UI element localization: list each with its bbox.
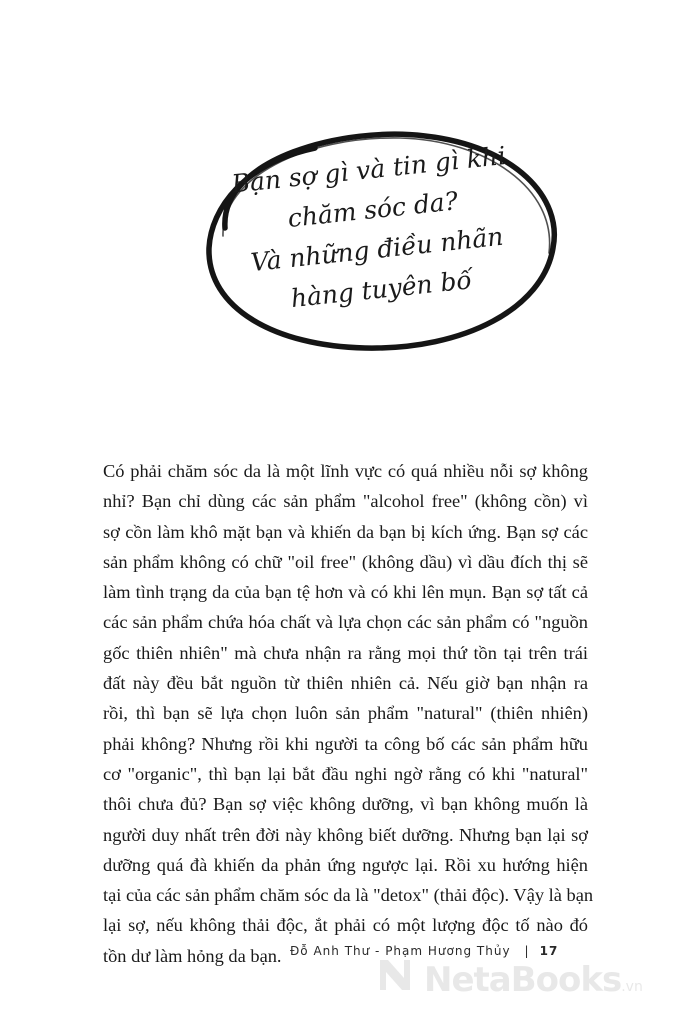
paragraph-line: phải không? Nhưng rồi khi người ta công bố các sản phẩm hữu [103, 733, 588, 754]
watermark-suffix: .vn [621, 979, 643, 995]
watermark-text [424, 960, 643, 1000]
body-paragraph [103, 456, 594, 971]
page-number: 17 [539, 944, 559, 958]
watermark-brand: NetaBooks [424, 960, 622, 1000]
paragraph-line: người duy nhất trên đời này không biết dưỡng. Nhưng bạn lại sợ [103, 824, 588, 845]
paragraph-line: sản phẩm không có chữ "oil free" (không dầu) vì dầu đích thị sẽ [103, 551, 588, 572]
paragraph-line: tại của các sản phẩm chăm sóc da là "detox" (thải độc). Vậy là bạn [103, 885, 594, 906]
paragraph-line: nhỉ? Bạn chỉ dùng các sản phẩm "alcohol free" (không cồn) vì [103, 491, 588, 512]
heading-line: chăm sóc da? [286, 186, 460, 233]
heading-line: Bạn sợ gì và tin gì khi [230, 141, 508, 199]
watermark-n-icon [372, 952, 418, 998]
heading-line: Và những điều nhãn [249, 221, 505, 278]
paragraph-line: tồn dư làm hỏng da bạn. [103, 945, 282, 966]
paragraph-line: Có phải chăm sóc da là một lĩnh vực có quá nhiều nỗi sợ không [103, 461, 588, 481]
paragraph-line: gốc thiên nhiên" mà chưa nhận ra rằng mọi thứ tồn tại trên trái [103, 642, 588, 663]
paragraph-line: dưỡng quá đà khiến da phản ứng ngược lại. Rồi xu hướng hiện [103, 854, 588, 875]
paragraph-line: các sản phẩm chứa hóa chất và lựa chọn các sản phẩm có "nguồn [103, 612, 588, 633]
watermark-logo [372, 952, 692, 1008]
paragraph-line: lại sợ, nếu không thải độc, ắt phải có một lượng độc tố nào đó [103, 915, 588, 936]
paragraph-line: rồi, thì bạn sẽ lựa chọn luôn sản phẩm "natural" (thiên nhiên) [103, 703, 588, 724]
footer-separator: | [524, 944, 530, 958]
paragraph-line: cơ "organic", thì bạn lại bắt đầu nghi ngờ rằng có khi "natural" [103, 763, 588, 784]
paragraph-line: đất này đều bắt nguồn từ thiên nhiên cả. Nếu giờ bạn nhận ra [103, 673, 588, 694]
footer-authors: Đỗ Anh Thư - Phạm Hương Thủy [290, 944, 511, 958]
paragraph-line: sợ cồn làm khô mặt bạn và khiến da bạn bị kích ứng. Bạn sợ các [103, 521, 588, 542]
paragraph-line: làm tình trạng da của bạn tệ hơn và có khi lên mụn. Bạn sợ tất cả [103, 582, 588, 603]
paragraph-line: thôi chưa đủ? Bạn sợ việc không dưỡng, vì bạn không muốn là [103, 794, 588, 815]
chapter-heading [208, 134, 543, 327]
heading-line: hàng tuyên bố [289, 265, 473, 314]
